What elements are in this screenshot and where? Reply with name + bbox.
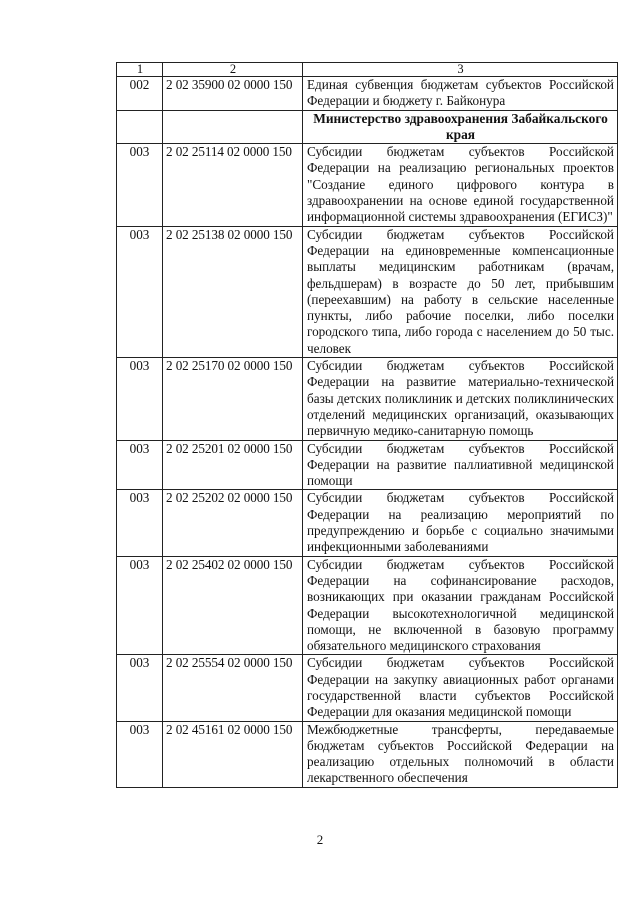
column-header-3: 3 (303, 63, 618, 77)
description-cell: Субсидии бюджетам субъектов Российской Федерации на развитие паллиативной медицинской помощи (303, 440, 618, 490)
admin-code-cell (117, 110, 163, 144)
table-row (117, 226, 618, 357)
admin-code-cell: 003 (117, 358, 163, 440)
budget-code-cell: 2 02 25201 02 0000 150 (163, 440, 303, 490)
description-cell: Субсидии бюджетам субъектов Российской Федерации на реализацию мероприятий по предупреждению и борьбе с социально значимыми инфекционными заболеваниями (303, 490, 618, 556)
description-cell: Субсидии бюджетам субъектов Российской Федерации на закупку авиационных работ органами государственной власти субъектов Российской Федерации для оказания медицинской помощи (303, 655, 618, 721)
description-cell: Субсидии бюджетам субъектов Российской Федерации на реализацию региональных проектов "Создание единого цифрового контура в здравоохранении на основе единой государственной информационной системы здравоохранения (ЕГИСЗ)" (303, 144, 618, 226)
description-cell: Субсидии бюджетам субъектов Российской Федерации на развитие материально-технической базы детских поликлиник и детских поликлинических отделений медицинских организаций, оказывающих первичную медико-санитарную помощь (303, 358, 618, 440)
admin-code-cell: 003 (117, 655, 163, 721)
budget-code-cell: 2 02 25554 02 0000 150 (163, 655, 303, 721)
column-header-2: 2 (163, 63, 303, 77)
column-header-1: 1 (117, 63, 163, 77)
table-row (117, 490, 618, 556)
admin-code-cell: 003 (117, 226, 163, 357)
table-row (117, 556, 618, 655)
budget-code-cell: 2 02 25114 02 0000 150 (163, 144, 303, 226)
admin-code-cell: 003 (117, 490, 163, 556)
budget-code-cell: 2 02 45161 02 0000 150 (163, 721, 303, 787)
admin-code-cell: 003 (117, 721, 163, 787)
section-row (117, 110, 618, 144)
table-row (117, 655, 618, 721)
description-cell: Единая субвенция бюджетам субъектов Российской Федерации и бюджету г. Байконура (303, 77, 618, 111)
budget-code-cell: 2 02 25402 02 0000 150 (163, 556, 303, 655)
table-row (117, 440, 618, 490)
table-header-row (117, 63, 618, 77)
description-cell: Субсидии бюджетам субъектов Российской Федерации на единовременные компенсационные выплаты медицинским работникам (врачам, фельдшерам) в возрасте до 50 лет, прибывшим (переехавшим) на работу в сельские населенные пункты, либо рабочие поселки, либо поселки городского типа, либо города с населением до 50 тыс. человек (303, 226, 618, 357)
admin-code-cell: 003 (117, 144, 163, 226)
admin-code-cell: 003 (117, 440, 163, 490)
table-row (117, 77, 618, 111)
admin-code-cell: 002 (117, 77, 163, 111)
budget-code-cell: 2 02 25170 02 0000 150 (163, 358, 303, 440)
description-cell: Межбюджетные трансферты, передаваемые бюджетам субъектов Российской Федерации на реализацию отдельных полномочий в области лекарственного обеспечения (303, 721, 618, 787)
table-row (117, 358, 618, 440)
budget-code-cell: 2 02 25138 02 0000 150 (163, 226, 303, 357)
budget-code-cell: 2 02 25202 02 0000 150 (163, 490, 303, 556)
section-title-cell: Министерство здравоохранения Забайкальского края (303, 110, 618, 144)
page-number: 2 (316, 832, 324, 847)
budget-code-cell: 2 02 35900 02 0000 150 (163, 77, 303, 111)
table-row (117, 721, 618, 787)
budget-table (116, 62, 618, 788)
description-cell: Субсидии бюджетам субъектов Российской Федерации на софинансирование расходов, возникающих при оказании гражданам Российской Федерации высокотехнологичной медицинской помощи, не включенной в базовую программу обязательного медицинского страхования (303, 556, 618, 655)
budget-code-cell (163, 110, 303, 144)
admin-code-cell: 003 (117, 556, 163, 655)
table-row (117, 144, 618, 226)
